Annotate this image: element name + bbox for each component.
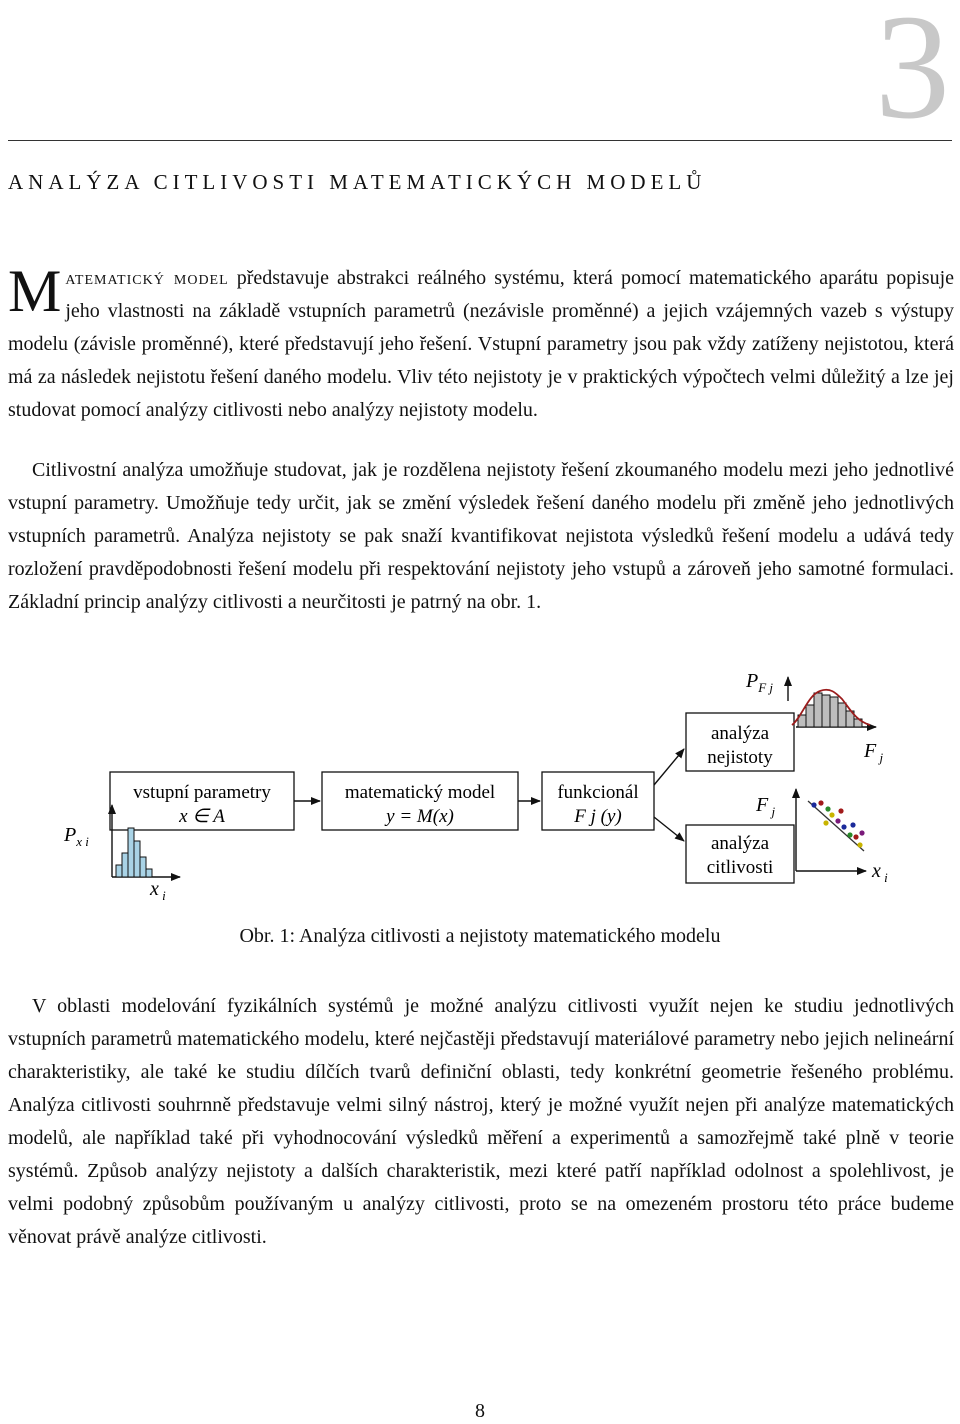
input-box-line2: x ∈ A bbox=[179, 806, 225, 827]
diagram-svg bbox=[50, 665, 910, 915]
scatter-point bbox=[825, 806, 830, 811]
output-hist-bar bbox=[806, 705, 814, 727]
sensitivity-box-line1: analýza bbox=[710, 833, 770, 854]
scatter-point bbox=[857, 842, 862, 847]
chapter-title: ANALÝZA CITLIVOSTI MATEMATICKÝCH MODELŮ bbox=[8, 170, 707, 194]
functional-box-line2: F j (y) bbox=[574, 806, 622, 827]
scatter-point bbox=[818, 800, 823, 805]
label-fj-small: F $_j$ bbox=[756, 794, 776, 819]
paragraph-modeling: V oblasti modelování fyzikálních systémů je možné analýzu citlivosti využít nejen ke studiu jednotlivých vstupních parametrů matematického modelu, které nejčastěji představují materiálové parametry nebo jejich nelineární charakteristiky, ale také ke studiu dílčích tvarů definiční oblasti, tedy konkrétní geometrie řešeného problému. Analýza citlivosti souhrnně představuje velmi silný nástroj, který je možné využít nejen při analýze matematických modelů, ale například také při vyhodnocování výsledků měření a experimentů a samozřejmě také plně v teorie systémů. Způsob analýzy nejistoty a dalších charakteristik, mezi které patří například odolnost a spolehlivost, je velmi podobný způsobům používaným u analýzy citlivosti, proto se na omezeném prostoru této práce budeme věnovat právě analýze citlivosti. bbox=[8, 995, 954, 1248]
input-hist-bar bbox=[134, 841, 140, 877]
input-hist-bar bbox=[122, 853, 128, 877]
paragraph-intro bbox=[8, 258, 955, 427]
model-box-line2: y = M(x) bbox=[386, 806, 454, 827]
scatter-point bbox=[853, 834, 858, 839]
model-box-line1: matematický model bbox=[344, 782, 496, 803]
scatter-point bbox=[847, 832, 852, 837]
label-p-xi: $P_{x i}$ bbox=[64, 824, 89, 849]
figure-diagram bbox=[50, 665, 910, 915]
label-xi-right: x $_i$ bbox=[872, 860, 888, 885]
input-box-line1: vstupní parametry bbox=[133, 782, 271, 803]
regression-line bbox=[808, 801, 864, 851]
input-histogram bbox=[116, 828, 152, 877]
sensitivity-box-line2: citlivosti bbox=[706, 857, 774, 878]
input-hist-bar bbox=[128, 828, 134, 877]
uncertainty-box-line2: nejistoty bbox=[707, 747, 773, 768]
input-hist-bar bbox=[146, 869, 152, 877]
intro-text: představuje abstrakci reálného systému, která pomocí matematického aparátu popisuje jeho vlastnosti na základě vstupních parametrů (nezávisle proměnné) a jejich vzájemných vazeb s výstupy modelu (závisle proměnné), které představují jeho řešení. Vstupní parametry jsou pak vždy zatíženy nejistotou, která má za následek nejistotu řešení daného modelu. Vliv této nejistoty je v praktických výpočtech velmi důležitý a lze jej studovat pomocí analýzy citlivosti nebo analýzy nejistoty modelu. bbox=[8, 267, 955, 421]
scatter-point bbox=[811, 802, 816, 807]
scatter-point bbox=[829, 812, 834, 817]
chapter-rule bbox=[8, 140, 952, 141]
arrow-to-sensitivity bbox=[654, 817, 684, 841]
paragraph-sensitivity: Citlivostní analýza umožňuje studovat, jak je rozdělena nejistoty řešení zkoumaného modelu mezi jeho jednotlivé vstupní parametry. Umožňuje tedy určit, jak se změní výsledek řešení daného modelu při změně jeho jednotlivých vstupních parametrů. Analýza nejistoty se pak snaží kvantifikovat nejistota výsledků řešení modelu a udává tedy rozložení pravděpodobnosti řešení modelu při respektování nejistoty jeho vstupů a zároveň jeho samotné formulaci. Základní princip analýzy citlivosti a neurčitosti je patrný na obr. 1. bbox=[8, 459, 954, 613]
output-hist-bar bbox=[830, 697, 838, 727]
chapter-number: 3 bbox=[875, 0, 950, 150]
scatter-point bbox=[835, 818, 840, 823]
output-hist-bar bbox=[814, 693, 822, 727]
scatter-point bbox=[823, 820, 828, 825]
intro-smallcaps: atematický model bbox=[65, 267, 229, 289]
drop-cap: M bbox=[8, 258, 62, 324]
label-p-fj: $P_{F j}$ bbox=[746, 670, 774, 695]
scatter-points bbox=[811, 800, 864, 847]
page-number: 8 bbox=[475, 1400, 485, 1422]
arrow-to-uncertainty bbox=[654, 749, 684, 785]
output-hist-bar bbox=[822, 695, 830, 727]
scatter-point bbox=[859, 830, 864, 835]
input-hist-bar bbox=[116, 865, 122, 877]
output-histogram bbox=[798, 693, 862, 727]
uncertainty-box-line1: analýza bbox=[710, 723, 770, 744]
output-hist-bar bbox=[838, 703, 846, 727]
scatter-point bbox=[838, 808, 843, 813]
functional-box-line1: funkcionál bbox=[557, 782, 639, 803]
label-xi-left: x $_i$ bbox=[150, 878, 166, 903]
scatter-point bbox=[841, 824, 846, 829]
input-hist-bar bbox=[140, 857, 146, 877]
label-fj-right: F $_j$ bbox=[864, 740, 884, 765]
scatter-point bbox=[850, 822, 855, 827]
figure-caption: Obr. 1: Analýza citlivosti a nejistoty matematického modelu bbox=[239, 925, 721, 947]
